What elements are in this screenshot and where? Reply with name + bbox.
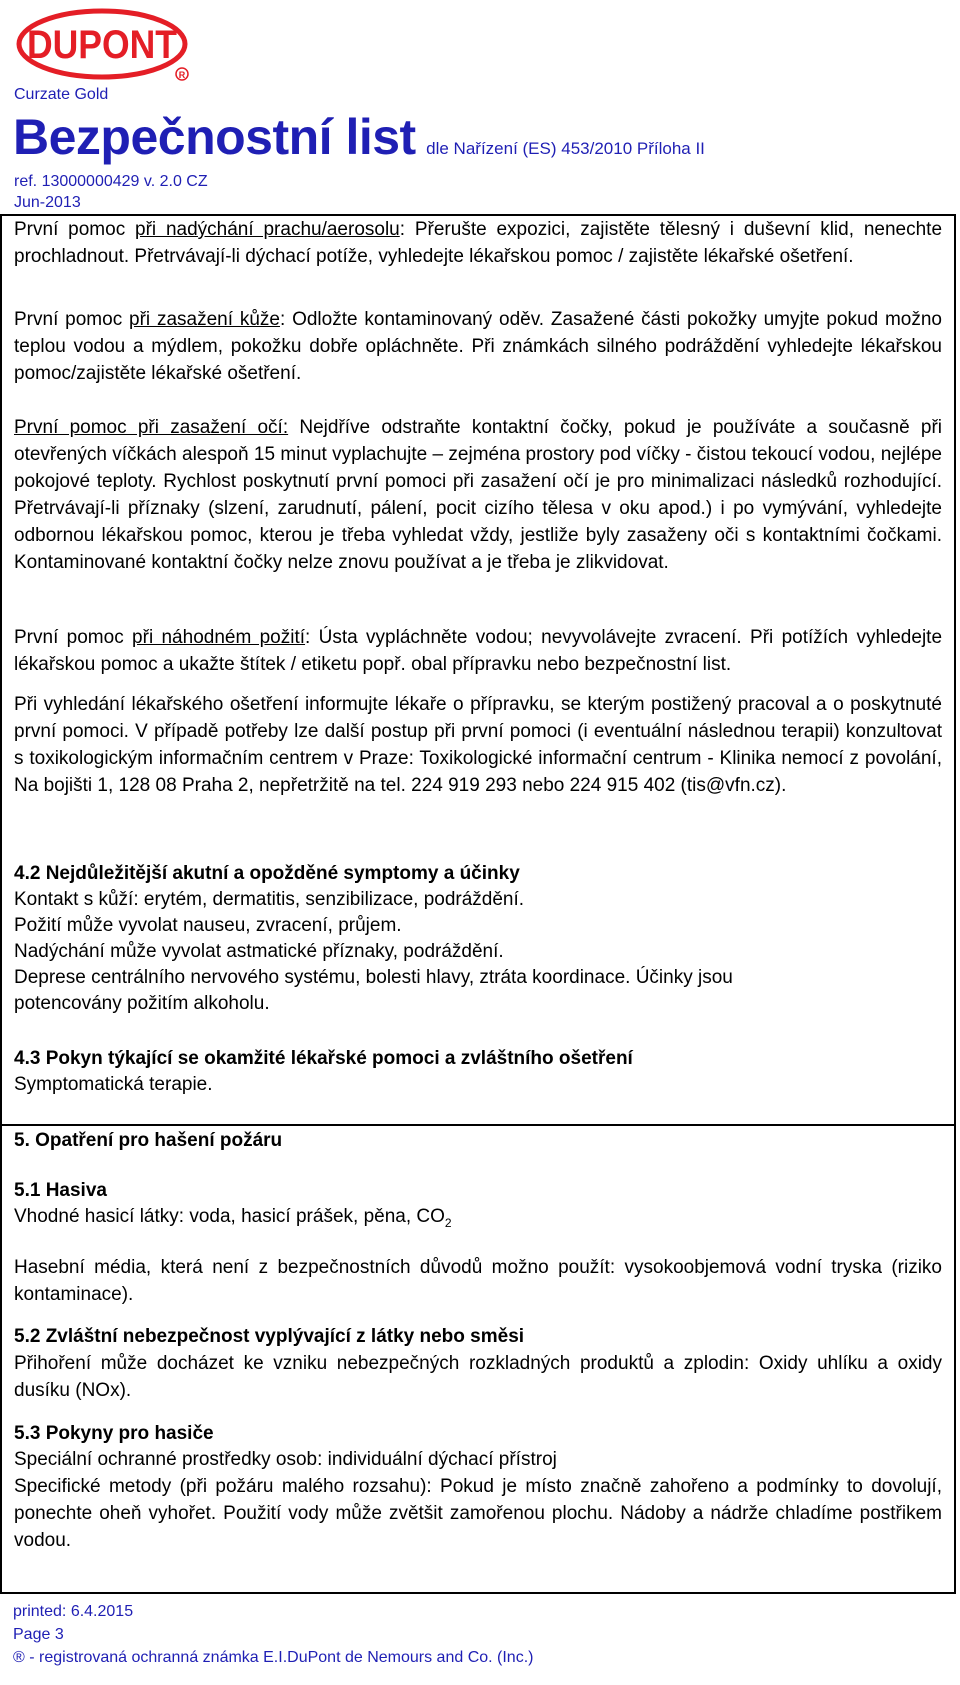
symptom-line: Deprese centrálního nervového systému, bolesti hlavy, ztráta koordinace. Účinky jsou [14,967,733,988]
document-date: Jun-2013 [14,194,81,211]
trademark-notice: ® - registrovaná ochranná známka E.I.DuPont de Nemours and Co. (Inc.) [13,1649,534,1666]
section-4-3-text: Symptomatická terapie. [14,1074,213,1095]
document-title: Bezpečnostní list [13,109,416,165]
printed-date: printed: 6.4.2015 [13,1603,134,1620]
section-4-3-heading: 4.3 Pokyn týkající se okamžité lékařské pomoci a zvláštního ošetření [14,1048,633,1069]
section-4-2-symptoms [14,887,942,1017]
eyes-label: První pomoc při zasažení očí: [14,417,289,438]
section-divider [2,1124,954,1126]
document-ref: ref. 13000000429 v. 2.0 CZ [14,173,208,190]
page-number: Page 3 [13,1626,64,1643]
logo-text: DUPONT [27,23,177,67]
first-aid-ingestion: První pomoc při náhodném požití: Ústa vypláchněte vodou; nevyvolávejte zvracení. Při potížích vyhledejte lékařskou pomoc a ukažte štítek / etiketu popř. obal přípravku nebo bezpečnostní list. [14,627,943,675]
dupont-logo [16,8,192,82]
first-aid-eyes: První pomoc při zasažení očí: Nejdříve odstraňte kontaktní čočky, pokud je používáte a současně při otevřených víčkách alespoň 15 minut vyplachujte – zejména prostory pod víčky - čistou tekoucí vodou, nejlépe pokojové teploty. Rychlost poskytnutí první pomoci při zasažení očí je pro minimalizaci následků rozhodující. Přetrvávají-li příznaky (slzení, zarudnutí, pálení, pocit cizího tělesa v oku apod.) i po vymývání, vyhledejte odbornou lékařskou pomoc, kterou je třeba vyhledat vždy, jestliže byly zasaženy oči s kontaktními čočkami. Kontaminované kontaktní čočky nelze znovu používat a je třeba je zlikvidovat. [14,417,942,573]
section-5-heading: 5. Opatření pro hašení požáru [14,1130,283,1151]
section-4-2-heading: 4.2 Nejdůležitější akutní a opožděné symptomy a účinky [14,863,520,884]
content-box [0,214,956,1594]
symptom-line: Nadýchání může vyvolat astmatické příznaky, podráždění. [14,941,504,962]
unsuitable-extinguishing-media: Hasební média, která není z bezpečnostních důvodů možno použít: vysokoobjemová vodní tryska (riziko kontaminace). [14,1257,942,1305]
section-5-1-heading: 5.1 Hasiva [14,1180,107,1201]
ingestion-label: při náhodném požití [132,627,306,648]
suitable-extinguishing-media: Vhodné hasicí látky: voda, hasicí prášek, pěna, $CO_2$ [14,1206,452,1230]
document-title-row [13,108,705,166]
first-aid-skin: První pomoc při zasažení kůže: Odložte kontaminovaný oděv. Zasažené části pokožky umyjte pokud možno teplou vodou a mýdlem, pokožku dobře opláchněte. Při známkách silného podráždění vyhledejte lékařskou pomoc/zajistěte lékařské ošetření. [14,309,942,384]
symptom-line: potencovány požitím alkoholu. [14,993,270,1014]
product-name: Curzate Gold [14,86,109,103]
skin-label: při zasažení kůže [129,309,280,330]
inhalation-label: při nadýchání prachu/aerosolu [135,219,400,240]
first-aid-inhalation: První pomoc při nadýchání prachu/aerosolu: Přerušte expozici, zajistěte tělesný i duševní klid, nenechte prochladnout. Přetrvávají-li dýchací potíže, vyhledejte lékařskou pomoc / zajistěte lékařské ošetření. [14,219,943,267]
section-5-3-heading: 5.3 Pokyny pro hasiče [14,1423,214,1444]
section-5-2-text: Přihoření může docházet ke vzniku nebezpečných rozkladných produktů a zplodin: Oxidy uhlíku a oxidy dusíku (NOx). [14,1353,942,1401]
doctor-info: Při vyhledání lékařského ošetření informujte lékaře o přípravku, se kterým postižený pracoval a o poskytnuté první pomoci. V případě potřeby lze další postup při první pomoci (i eventuální následnou terapii) konzultovat s toxikologickým informačním centrem v Praze: Toxikologické informační centrum - Klinika nemocí z povolání, Na bojišti 1, 128 08 Praha 2, nepřetržitě na tel. 224 919 293 nebo 224 915 402 (tis@vfn.cz). [14,694,942,796]
page-footer [13,1600,533,1669]
firefighting-methods: Specifické metody (při požáru malého rozsahu): Pokud je místo značně zahořeno a podmínky to dovolují, ponechte oheň vyhořet. Použití vody může zvětšit zamořenou plochu. Nádoby a nádrže chladíme postřikem vodou. [14,1476,942,1551]
section-5-2-heading: 5.2 Zvláštní nebezpečnost vyplývající z látky nebo směsi [14,1326,525,1347]
protective-equipment: Speciální ochranné prostředky osob: individuální dýchací přístroj [14,1449,557,1470]
regulation-reference: dle Nařízení (ES) 453/2010 Příloha II [426,139,705,158]
symptom-line: Kontakt s kůží: erytém, dermatitis, senzibilizace, podráždění. [14,889,525,910]
registered-mark: R [178,70,186,80]
symptom-line: Požití může vyvolat nauseu, zvracení, průjem. [14,915,402,936]
